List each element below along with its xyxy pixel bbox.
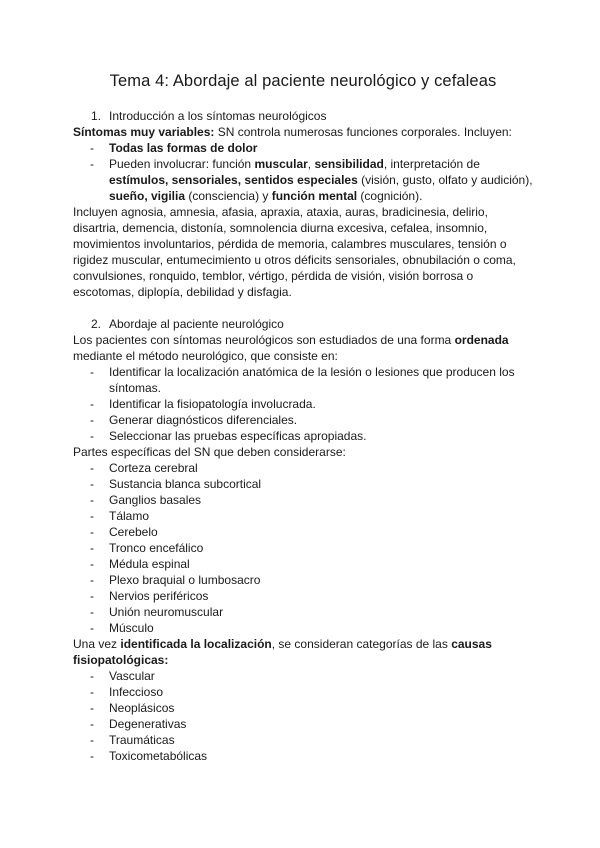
text: Pueden involucrar: función <box>109 157 255 171</box>
list-item: - Unión neuromuscular <box>73 604 533 620</box>
list-item: - Generar diagnósticos diferenciales. <box>73 412 533 428</box>
list-item: - Nervios periféricos <box>73 588 533 604</box>
list-item: - Vascular <box>73 668 533 684</box>
list-item: - Corteza cerebral <box>73 460 533 476</box>
text: (visión, gusto, olfato y audición), <box>357 173 533 187</box>
list-item: - Músculo <box>73 620 533 636</box>
list-item: - Tronco encefálico <box>73 540 533 556</box>
document-page <box>73 70 533 764</box>
list-item: - Infeccioso <box>73 684 533 700</box>
text: , <box>307 157 315 171</box>
list-item: - Ganglios basales <box>73 492 533 508</box>
text: mediante el método neurológico, que consiste en: <box>73 349 338 363</box>
list-item: - Identificar la localización anatómica de la lesión o lesiones que producen los síntomas. <box>73 364 533 396</box>
list-item: - Neoplásicos <box>73 700 533 716</box>
list-item: - Degenerativas <box>73 716 533 732</box>
causes-list <box>73 668 533 764</box>
section-1-title: Introducción a los síntomas neurológicos <box>109 109 327 123</box>
section-1-heading <box>73 108 533 124</box>
method-steps-list <box>73 364 533 444</box>
bold-term: identificada la localización <box>120 637 272 651</box>
bold-term: causas fisiopatológicas: <box>73 637 492 667</box>
list-item: - Identificar la fisiopatología involucrada. <box>73 396 533 412</box>
intro-text: SN controla numerosas funciones corporales. Incluyen: <box>214 125 512 139</box>
text: (consciencia) y <box>185 189 272 203</box>
ns-parts-list <box>73 460 533 636</box>
list-item: - Plexo braquial o lumbosacro <box>73 572 533 588</box>
list-item: - Traumáticas <box>73 732 533 748</box>
intro-bold: Síntomas muy variables: <box>73 125 215 139</box>
bold-term: muscular <box>254 157 308 171</box>
text: , interpretación de <box>383 157 480 171</box>
page-title: Tema 4: Abordaje al paciente neurológico y cefaleas <box>109 72 497 90</box>
list-item: - Cerebelo <box>73 524 533 540</box>
bold-term: sensibilidad <box>314 157 384 171</box>
list-item: - Médula espinal <box>73 556 533 572</box>
text: Una vez <box>73 637 121 651</box>
section-2-title: Abordaje al paciente neurológico <box>109 317 284 331</box>
text: (cognición). <box>357 189 423 203</box>
bold-term: sueño, vigilia <box>109 189 186 203</box>
list-item: - Toxicometabólicas <box>73 748 533 764</box>
list-item: - Sustancia blanca subcortical <box>73 476 533 492</box>
section-1-number: 1. <box>91 109 102 123</box>
list-item <box>73 140 533 156</box>
parts-intro: Partes específicas del SN que deben considerarse: <box>73 445 346 459</box>
section-1-intro <box>73 124 533 140</box>
bullet-pain: Todas las formas de dolor <box>109 141 258 155</box>
section-2-heading <box>73 316 533 332</box>
method-paragraph <box>73 332 533 364</box>
text: , se consideran categorías de las <box>271 637 452 651</box>
section-1-list <box>73 140 533 204</box>
list-item <box>73 156 533 204</box>
bold-term: función mental <box>271 189 358 203</box>
causes-intro <box>73 636 533 668</box>
list-item: - Tálamo <box>73 508 533 524</box>
symptoms-paragraph: Incluyen agnosia, amnesia, afasia, apraxia, ataxia, auras, bradicinesia, delirio, disartria, demencia, distonía, somnolencia diurna excesiva, cefalea, insomnio, movimientos involuntarios, pérdida de memoria, calambres musculares, tensión o rigidez muscular, entumecimiento u otros déficits sensoriales, obnubilación o coma, convulsiones, ronquido, temblor, vértigo, pérdida de visión, visión borrosa o escotomas, diplopía, debilidad y disfagia. <box>73 205 516 299</box>
section-2-number: 2. <box>91 317 102 331</box>
bold-term: estímulos, sensoriales, sentidos especiales <box>109 173 358 187</box>
list-item: - Seleccionar las pruebas específicas apropiadas. <box>73 428 533 444</box>
text: Los pacientes con síntomas neurológicos son estudiados de una forma <box>73 333 455 347</box>
bold-term: ordenada <box>454 333 509 347</box>
